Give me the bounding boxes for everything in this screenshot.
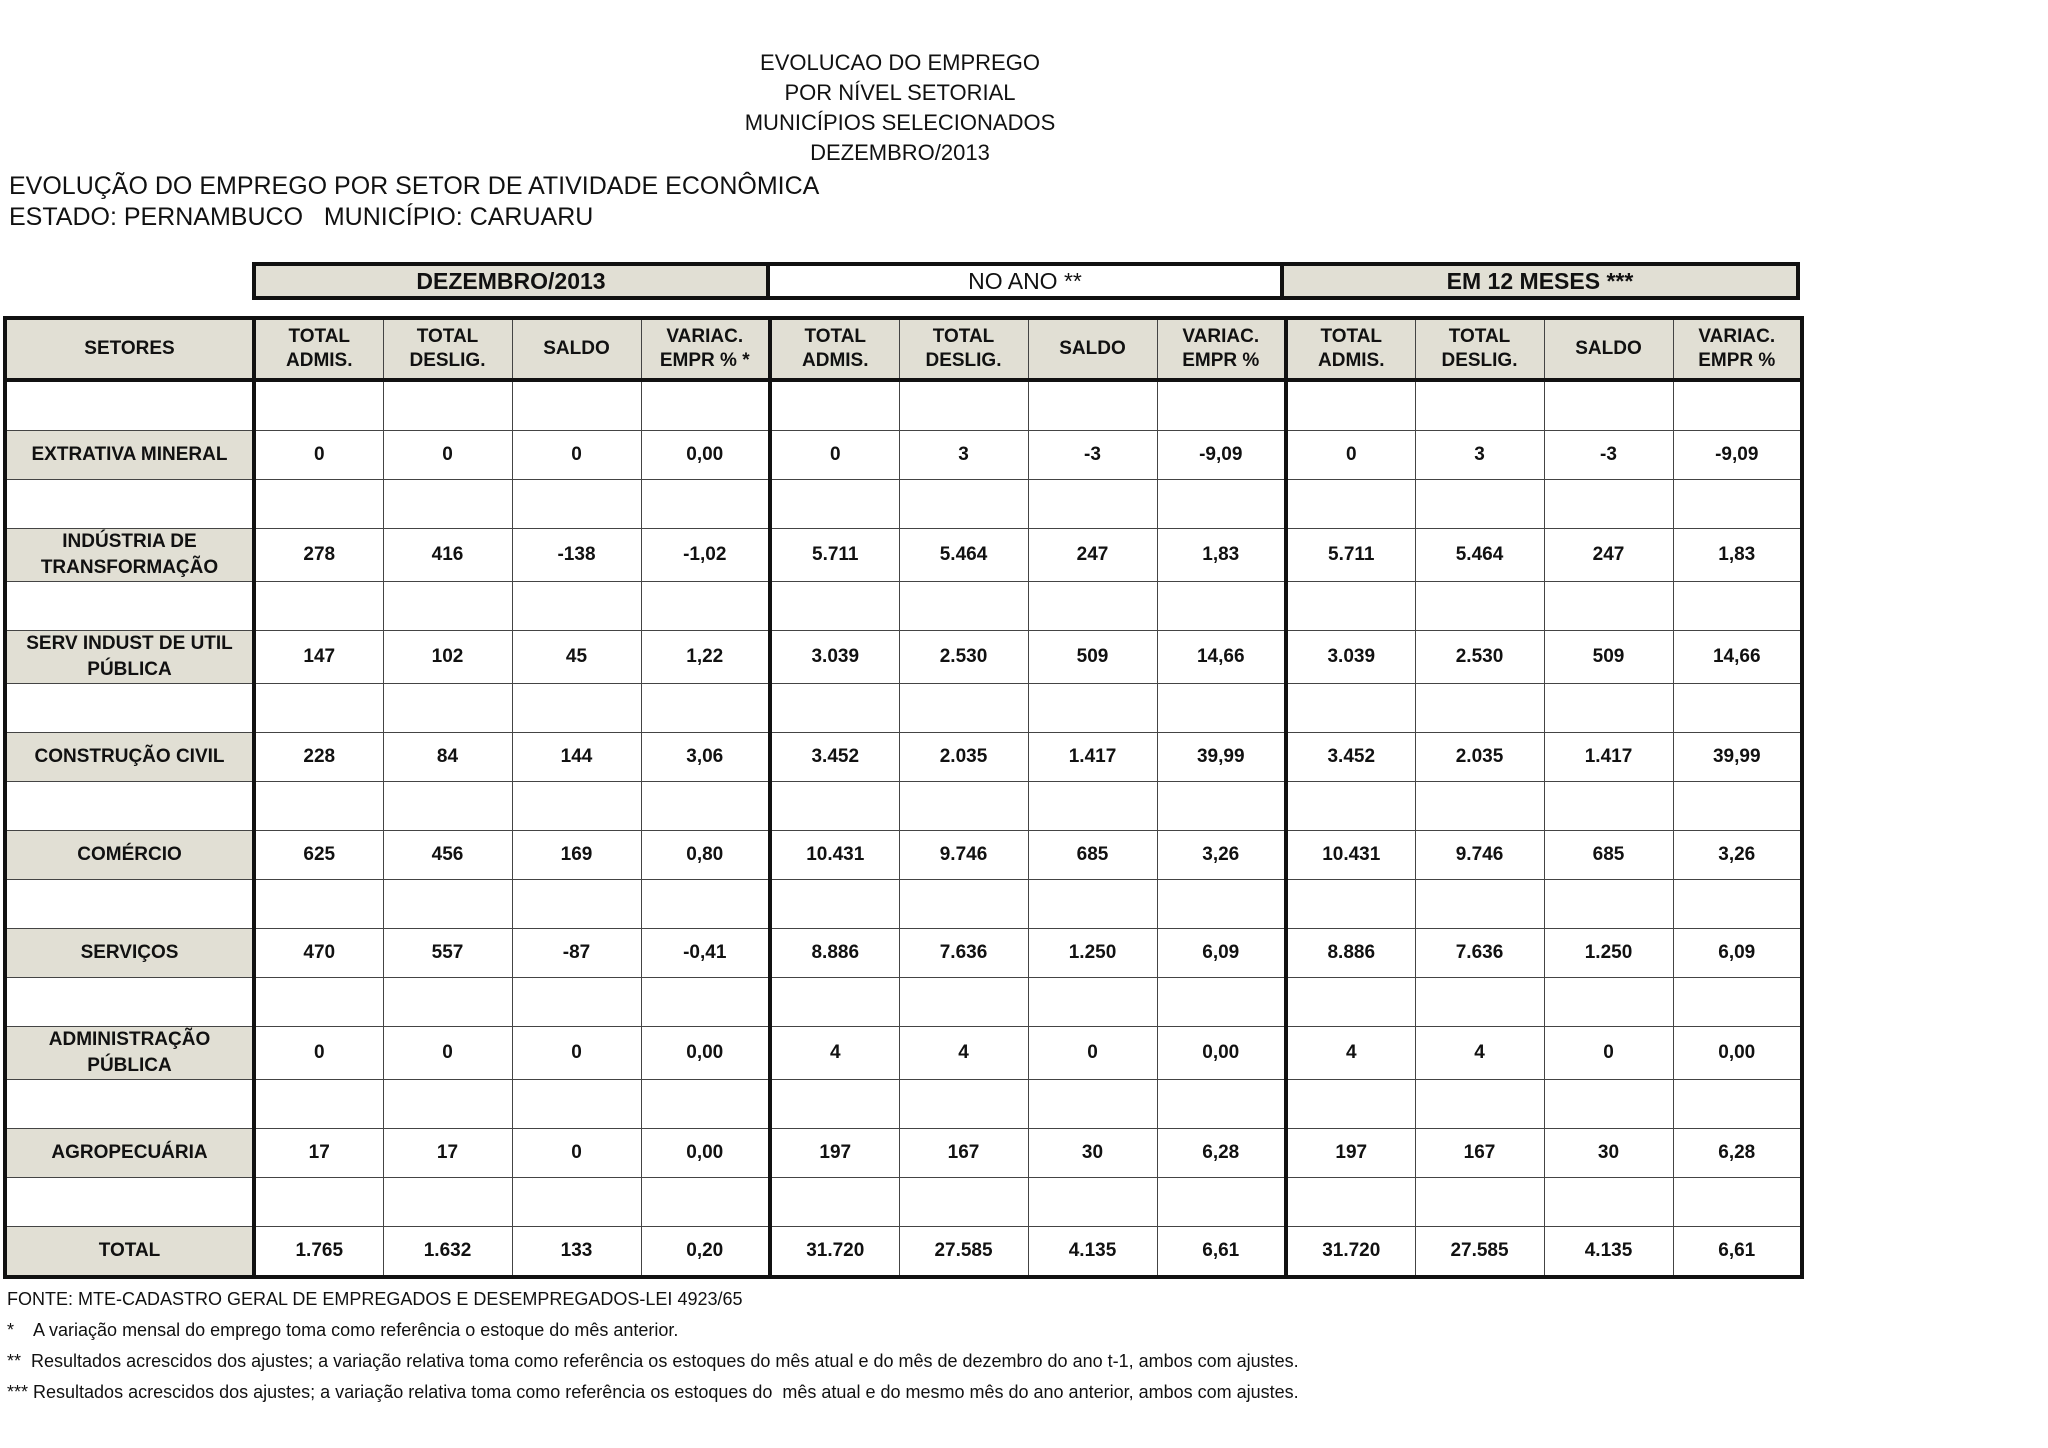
- empty-cell: [5, 480, 254, 529]
- empty-cell: [383, 978, 512, 1027]
- report-location: ESTADO: PERNAMBUCO MUNICÍPIO: CARUARU: [9, 203, 594, 231]
- empty-cell: [1157, 1080, 1286, 1129]
- empty-cell: [1544, 684, 1673, 733]
- empty-cell: [1415, 380, 1544, 431]
- group-month: DEZEMBRO/2013: [254, 264, 768, 298]
- empty-cell: [1415, 684, 1544, 733]
- value-cell: 39,99: [1673, 733, 1802, 782]
- value-cell: 6,28: [1157, 1129, 1286, 1178]
- empty-cell: [770, 582, 899, 631]
- value-cell: 30: [1544, 1129, 1673, 1178]
- empty-cell: [770, 880, 899, 929]
- empty-cell: [1544, 880, 1673, 929]
- empty-cell: [770, 380, 899, 431]
- empty-cell: [383, 880, 512, 929]
- report-title-line: POR NÍVEL SETORIAL: [784, 80, 1016, 105]
- value-cell: 509: [1028, 631, 1157, 684]
- empty-cell: [641, 480, 770, 529]
- empty-cell: [512, 880, 641, 929]
- table-row: [5, 1227, 1802, 1278]
- empty-cell: [512, 1178, 641, 1227]
- column-header: SALDO: [512, 318, 641, 380]
- value-cell: 6,61: [1157, 1227, 1286, 1278]
- empty-cell: [1157, 782, 1286, 831]
- empty-cell: [254, 880, 383, 929]
- sector-name: EXTRATIVA MINERAL: [5, 431, 254, 480]
- column-header: VARIAC. EMPR %: [1157, 318, 1286, 380]
- empty-cell: [383, 782, 512, 831]
- empty-cell: [383, 582, 512, 631]
- empty-cell: [5, 380, 254, 431]
- table-row: [5, 431, 1802, 480]
- empty-cell: [641, 1080, 770, 1129]
- empty-cell: [1286, 1080, 1415, 1129]
- report-subtitle: EVOLUÇÃO DO EMPREGO POR SETOR DE ATIVIDADE ECONÔMICA: [9, 172, 820, 200]
- sector-name: SERV INDUST DE UTIL PÚBLICA: [5, 631, 254, 684]
- empty-cell: [5, 684, 254, 733]
- empty-cell: [1673, 880, 1802, 929]
- value-cell: 30: [1028, 1129, 1157, 1178]
- footnote: ** Resultados acrescidos dos ajustes; a variação relativa toma como referência os estoques do mês atual e do mês de dezembro do ano t-1, ambos com ajustes.: [7, 1351, 1299, 1371]
- value-cell: 6,61: [1673, 1227, 1802, 1278]
- value-cell: 1.417: [1028, 733, 1157, 782]
- value-cell: 0: [512, 431, 641, 480]
- empty-cell: [1544, 1178, 1673, 1227]
- value-cell: 197: [770, 1129, 899, 1178]
- empty-cell: [512, 380, 641, 431]
- value-cell: 4.135: [1544, 1227, 1673, 1278]
- empty-cell: [1028, 480, 1157, 529]
- footnotes: [7, 1284, 1299, 1408]
- value-cell: 147: [254, 631, 383, 684]
- empty-cell: [1157, 880, 1286, 929]
- spacer-row: [5, 880, 1802, 929]
- empty-cell: [770, 782, 899, 831]
- value-cell: 5.711: [1286, 529, 1415, 582]
- value-cell: 416: [383, 529, 512, 582]
- spacer-row: [5, 480, 1802, 529]
- empty-cell: [254, 684, 383, 733]
- spacer-row: [5, 978, 1802, 1027]
- column-header: SALDO: [1544, 318, 1673, 380]
- value-cell: 1.632: [383, 1227, 512, 1278]
- column-header: SALDO: [1028, 318, 1157, 380]
- value-cell: -87: [512, 929, 641, 978]
- value-cell: 3.452: [1286, 733, 1415, 782]
- value-cell: 2.530: [899, 631, 1028, 684]
- empty-cell: [254, 582, 383, 631]
- value-cell: 0,00: [1673, 1027, 1802, 1080]
- value-cell: 4: [1415, 1027, 1544, 1080]
- value-cell: 3,26: [1157, 831, 1286, 880]
- value-cell: 2.035: [1415, 733, 1544, 782]
- empty-cell: [1286, 782, 1415, 831]
- value-cell: 14,66: [1673, 631, 1802, 684]
- empty-cell: [1286, 880, 1415, 929]
- spacer-row: [5, 684, 1802, 733]
- value-cell: 0,00: [641, 431, 770, 480]
- empty-cell: [1286, 582, 1415, 631]
- empty-cell: [383, 380, 512, 431]
- value-cell: 0,80: [641, 831, 770, 880]
- empty-cell: [1673, 380, 1802, 431]
- value-cell: 4: [899, 1027, 1028, 1080]
- value-cell: 3.452: [770, 733, 899, 782]
- empty-cell: [1544, 1080, 1673, 1129]
- value-cell: 102: [383, 631, 512, 684]
- table-row: [5, 929, 1802, 978]
- value-cell: 625: [254, 831, 383, 880]
- value-cell: -9,09: [1673, 431, 1802, 480]
- empty-cell: [1673, 480, 1802, 529]
- empty-cell: [899, 978, 1028, 1027]
- empty-cell: [254, 380, 383, 431]
- empty-cell: [383, 480, 512, 529]
- spacer-row: [5, 1178, 1802, 1227]
- empty-cell: [641, 782, 770, 831]
- value-cell: 8.886: [1286, 929, 1415, 978]
- empty-cell: [512, 1080, 641, 1129]
- value-cell: 6,28: [1673, 1129, 1802, 1178]
- value-cell: 247: [1544, 529, 1673, 582]
- value-cell: 0: [383, 1027, 512, 1080]
- empty-cell: [899, 1178, 1028, 1227]
- value-cell: 0,00: [1157, 1027, 1286, 1080]
- value-cell: 1.250: [1028, 929, 1157, 978]
- value-cell: 0: [512, 1027, 641, 1080]
- report-title-line: DEZEMBRO/2013: [810, 140, 990, 165]
- empty-cell: [1157, 978, 1286, 1027]
- value-cell: 10.431: [1286, 831, 1415, 880]
- table-row: [5, 1129, 1802, 1178]
- empty-cell: [1544, 782, 1673, 831]
- value-cell: 1,83: [1673, 529, 1802, 582]
- value-cell: 5.464: [1415, 529, 1544, 582]
- empty-cell: [1028, 880, 1157, 929]
- empty-cell: [512, 782, 641, 831]
- empty-cell: [770, 978, 899, 1027]
- value-cell: -138: [512, 529, 641, 582]
- table-row: [5, 733, 1802, 782]
- empty-cell: [1286, 978, 1415, 1027]
- value-cell: -0,41: [641, 929, 770, 978]
- value-cell: 4.135: [1028, 1227, 1157, 1278]
- empty-cell: [1673, 978, 1802, 1027]
- empty-cell: [1415, 582, 1544, 631]
- empty-cell: [1415, 880, 1544, 929]
- value-cell: 39,99: [1157, 733, 1286, 782]
- source-note: FONTE: MTE-CADASTRO GERAL DE EMPREGADOS E DESEMPREGADOS-LEI 4923/65: [7, 1289, 743, 1309]
- empty-cell: [1544, 978, 1673, 1027]
- empty-cell: [899, 1080, 1028, 1129]
- value-cell: 557: [383, 929, 512, 978]
- value-cell: 133: [512, 1227, 641, 1278]
- empty-cell: [1544, 480, 1673, 529]
- empty-cell: [5, 880, 254, 929]
- value-cell: 14,66: [1157, 631, 1286, 684]
- column-header: VARIAC. EMPR %: [1673, 318, 1802, 380]
- value-cell: 456: [383, 831, 512, 880]
- empty-cell: [899, 782, 1028, 831]
- table-row: [5, 631, 1802, 684]
- value-cell: 31.720: [770, 1227, 899, 1278]
- empty-cell: [1157, 582, 1286, 631]
- sector-name: CONSTRUÇÃO CIVIL: [5, 733, 254, 782]
- empty-cell: [1415, 1080, 1544, 1129]
- empty-cell: [1286, 1178, 1415, 1227]
- value-cell: 2.035: [899, 733, 1028, 782]
- column-header-row: [5, 318, 1802, 380]
- value-cell: -3: [1028, 431, 1157, 480]
- value-cell: 0,00: [641, 1027, 770, 1080]
- value-cell: 509: [1544, 631, 1673, 684]
- period-group-header: [252, 262, 1800, 300]
- empty-cell: [254, 1080, 383, 1129]
- footnote: *** Resultados acrescidos dos ajustes; a variação relativa toma como referência os estoques do mês atual e do mesmo mês do ano anterior, ambos com ajustes.: [7, 1382, 1299, 1402]
- value-cell: 45: [512, 631, 641, 684]
- value-cell: 5.711: [770, 529, 899, 582]
- value-cell: 2.530: [1415, 631, 1544, 684]
- empty-cell: [899, 480, 1028, 529]
- table-row: [5, 831, 1802, 880]
- empty-cell: [1544, 380, 1673, 431]
- value-cell: 470: [254, 929, 383, 978]
- value-cell: 3: [899, 431, 1028, 480]
- empty-cell: [899, 582, 1028, 631]
- empty-cell: [1673, 1178, 1802, 1227]
- empty-cell: [899, 880, 1028, 929]
- sector-name: COMÉRCIO: [5, 831, 254, 880]
- empty-cell: [383, 684, 512, 733]
- column-header: TOTAL ADMIS.: [254, 318, 383, 380]
- value-cell: 1,22: [641, 631, 770, 684]
- empty-cell: [5, 1080, 254, 1129]
- value-cell: 0: [1544, 1027, 1673, 1080]
- empty-cell: [1673, 582, 1802, 631]
- empty-cell: [1415, 1178, 1544, 1227]
- value-cell: 8.886: [770, 929, 899, 978]
- empty-cell: [641, 684, 770, 733]
- empty-cell: [512, 480, 641, 529]
- sector-name: SERVIÇOS: [5, 929, 254, 978]
- empty-cell: [899, 684, 1028, 733]
- value-cell: 9.746: [899, 831, 1028, 880]
- value-cell: 0,20: [641, 1227, 770, 1278]
- empty-cell: [1286, 684, 1415, 733]
- report-title-line: EVOLUCAO DO EMPREGO: [760, 50, 1040, 75]
- empty-cell: [1157, 480, 1286, 529]
- group-year: NO ANO **: [768, 264, 1282, 298]
- value-cell: 27.585: [899, 1227, 1028, 1278]
- empty-cell: [770, 684, 899, 733]
- value-cell: 84: [383, 733, 512, 782]
- value-cell: 278: [254, 529, 383, 582]
- empty-cell: [1028, 1178, 1157, 1227]
- empty-cell: [1286, 480, 1415, 529]
- empty-cell: [254, 1178, 383, 1227]
- empty-cell: [1415, 782, 1544, 831]
- value-cell: 1.250: [1544, 929, 1673, 978]
- value-cell: 17: [254, 1129, 383, 1178]
- value-cell: 167: [1415, 1129, 1544, 1178]
- value-cell: 10.431: [770, 831, 899, 880]
- empty-cell: [899, 380, 1028, 431]
- report-title-line: MUNICÍPIOS SELECIONADOS: [744, 110, 1056, 135]
- spacer-row: [5, 380, 1802, 431]
- empty-cell: [1028, 684, 1157, 733]
- value-cell: 247: [1028, 529, 1157, 582]
- spacer-row: [5, 1080, 1802, 1129]
- empty-cell: [5, 582, 254, 631]
- empty-cell: [1028, 782, 1157, 831]
- value-cell: 6,09: [1157, 929, 1286, 978]
- empty-cell: [770, 1080, 899, 1129]
- empty-cell: [1415, 978, 1544, 1027]
- empty-cell: [1157, 1178, 1286, 1227]
- footnote: * A variação mensal do emprego toma como referência o estoque do mês anterior.: [7, 1320, 679, 1340]
- table-row: [5, 1027, 1802, 1080]
- value-cell: 0: [254, 1027, 383, 1080]
- empty-cell: [5, 782, 254, 831]
- value-cell: 167: [899, 1129, 1028, 1178]
- value-cell: 144: [512, 733, 641, 782]
- empty-cell: [1157, 684, 1286, 733]
- value-cell: 0: [1286, 431, 1415, 480]
- value-cell: 1,83: [1157, 529, 1286, 582]
- value-cell: 0: [1028, 1027, 1157, 1080]
- value-cell: -3: [1544, 431, 1673, 480]
- empty-cell: [641, 582, 770, 631]
- value-cell: 9.746: [1415, 831, 1544, 880]
- value-cell: 197: [1286, 1129, 1415, 1178]
- empty-cell: [1157, 380, 1286, 431]
- value-cell: 4: [1286, 1027, 1415, 1080]
- empty-cell: [512, 582, 641, 631]
- empty-cell: [1544, 582, 1673, 631]
- value-cell: 3.039: [770, 631, 899, 684]
- spacer-row: [5, 582, 1802, 631]
- empty-cell: [512, 684, 641, 733]
- value-cell: 6,09: [1673, 929, 1802, 978]
- value-cell: 4: [770, 1027, 899, 1080]
- empty-cell: [1028, 978, 1157, 1027]
- empty-cell: [1028, 582, 1157, 631]
- empty-cell: [641, 880, 770, 929]
- value-cell: 228: [254, 733, 383, 782]
- value-cell: 0: [512, 1129, 641, 1178]
- column-header: TOTAL DESLIG.: [899, 318, 1028, 380]
- value-cell: 3,26: [1673, 831, 1802, 880]
- empty-cell: [1286, 380, 1415, 431]
- empty-cell: [1673, 782, 1802, 831]
- empty-cell: [1028, 380, 1157, 431]
- value-cell: 31.720: [1286, 1227, 1415, 1278]
- empty-cell: [1415, 480, 1544, 529]
- empty-cell: [641, 1178, 770, 1227]
- value-cell: 17: [383, 1129, 512, 1178]
- empty-cell: [770, 1178, 899, 1227]
- empty-cell: [383, 1178, 512, 1227]
- empty-cell: [254, 480, 383, 529]
- empty-cell: [1673, 1080, 1802, 1129]
- empty-cell: [383, 1080, 512, 1129]
- value-cell: 685: [1544, 831, 1673, 880]
- empty-cell: [641, 978, 770, 1027]
- value-cell: 1.417: [1544, 733, 1673, 782]
- empty-cell: [5, 1178, 254, 1227]
- column-header: TOTAL DESLIG.: [383, 318, 512, 380]
- value-cell: 685: [1028, 831, 1157, 880]
- value-cell: 7.636: [1415, 929, 1544, 978]
- value-cell: 3: [1415, 431, 1544, 480]
- empty-cell: [1028, 1080, 1157, 1129]
- sector-name: TOTAL: [5, 1227, 254, 1278]
- empty-cell: [770, 480, 899, 529]
- value-cell: -9,09: [1157, 431, 1286, 480]
- value-cell: 1.765: [254, 1227, 383, 1278]
- empty-cell: [5, 978, 254, 1027]
- sector-name: AGROPECUÁRIA: [5, 1129, 254, 1178]
- column-header: TOTAL ADMIS.: [1286, 318, 1415, 380]
- column-header: TOTAL DESLIG.: [1415, 318, 1544, 380]
- empty-cell: [512, 978, 641, 1027]
- value-cell: 3.039: [1286, 631, 1415, 684]
- value-cell: 0: [770, 431, 899, 480]
- empty-cell: [254, 782, 383, 831]
- spacer-row: [5, 782, 1802, 831]
- value-cell: 0: [254, 431, 383, 480]
- value-cell: 27.585: [1415, 1227, 1544, 1278]
- value-cell: 7.636: [899, 929, 1028, 978]
- sector-name: ADMINISTRAÇÃO PÚBLICA: [5, 1027, 254, 1080]
- value-cell: 169: [512, 831, 641, 880]
- value-cell: 5.464: [899, 529, 1028, 582]
- group-12-months: EM 12 MESES ***: [1282, 264, 1798, 298]
- column-header: TOTAL ADMIS.: [770, 318, 899, 380]
- employment-table: [3, 316, 1804, 1279]
- value-cell: 0: [383, 431, 512, 480]
- value-cell: 3,06: [641, 733, 770, 782]
- empty-cell: [1673, 684, 1802, 733]
- table-row: [5, 529, 1802, 582]
- column-header-setores: SETORES: [5, 318, 254, 380]
- empty-cell: [641, 380, 770, 431]
- column-header: VARIAC. EMPR % *: [641, 318, 770, 380]
- sector-name: INDÚSTRIA DE TRANSFORMAÇÃO: [5, 529, 254, 582]
- empty-cell: [254, 978, 383, 1027]
- value-cell: 0,00: [641, 1129, 770, 1178]
- report-title-block: [0, 48, 1800, 168]
- value-cell: -1,02: [641, 529, 770, 582]
